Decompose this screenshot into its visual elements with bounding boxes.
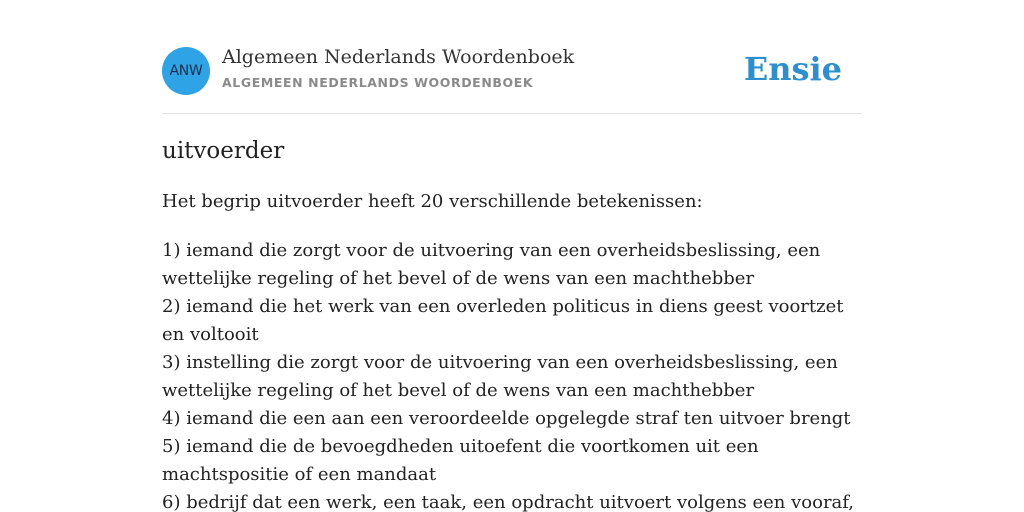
- source-subtitle: ALGEMEEN NEDERLANDS WOORDENBOEK: [222, 75, 534, 90]
- entry-word: uitvoerder: [162, 138, 285, 164]
- header-divider: [162, 113, 862, 114]
- definition-item: 2) iemand die het werk van een overleden politicus in diens geest voortzet en voltooit: [162, 296, 844, 345]
- source-avatar[interactable]: ANW: [162, 47, 210, 95]
- definition-list: [162, 237, 862, 512]
- definition-item: 1) iemand die zorgt voor de uitvoering van een overheidsbeslissing, een wettelijke regeling of het bevel of de wens van een machthebber: [162, 240, 821, 289]
- definition-item: 4) iemand die een aan een veroordeelde opgelegde straf ten uitvoer brengt: [162, 408, 851, 429]
- source-title[interactable]: Algemeen Nederlands Woordenboek: [222, 46, 575, 68]
- ensie-logo[interactable]: Ensie: [743, 50, 842, 88]
- entry-intro: Het begrip uitvoerder heeft 20 verschillende betekenissen:: [162, 191, 703, 212]
- definition-item: 5) iemand die de bevoegdheden uitoefent die voortkomen uit een machtspositie of een mandaat: [162, 436, 759, 485]
- definition-item: 3) instelling die zorgt voor de uitvoering van een overheidsbeslissing, een wettelijke regeling of het bevel of de wens van een machthebber: [162, 352, 838, 401]
- definition-item: 6) bedrijf dat een werk, een taak, een opdracht uitvoert volgens een vooraf,: [162, 492, 855, 512]
- source-header: [162, 46, 862, 96]
